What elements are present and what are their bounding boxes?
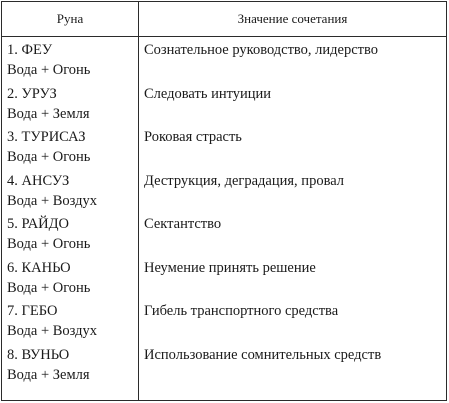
rune-elements: Вода + Огонь xyxy=(7,62,91,78)
table-row xyxy=(2,214,446,258)
rune-table xyxy=(1,1,447,401)
rune-elements: Вода + Земля xyxy=(7,366,90,383)
table-row xyxy=(2,301,446,345)
rune-name: 6. КАНЬО xyxy=(7,259,71,276)
table-body xyxy=(2,40,446,388)
rune-cell xyxy=(7,258,135,298)
rune-elements: Вода + Огонь xyxy=(7,149,91,165)
table-row xyxy=(2,40,446,84)
meaning-cell: Сектантство xyxy=(144,216,222,232)
rune-cell xyxy=(7,301,135,341)
rune-name: 1. ФЕУ xyxy=(7,42,53,58)
meaning-cell: Использование сомнительных средств xyxy=(144,346,382,363)
rune-elements: Вода + Огонь xyxy=(7,236,91,252)
meaning-cell: Неумение принять решение xyxy=(144,259,316,276)
rune-name: 2. УРУЗ xyxy=(7,85,57,102)
meaning-cell: Роковая страсть xyxy=(144,129,242,145)
rune-cell xyxy=(7,84,135,124)
rune-elements: Вода + Воздух xyxy=(7,192,98,209)
rune-elements: Вода + Земля xyxy=(7,105,90,122)
rune-name: 5. РАЙДО xyxy=(7,216,70,232)
table-row xyxy=(2,258,446,302)
meaning-cell: Сознательное руководство, лидерство xyxy=(144,42,379,58)
header-divider xyxy=(2,36,446,37)
rune-name: 8. ВУНЬО xyxy=(7,346,70,363)
rune-cell xyxy=(7,171,135,211)
table-row xyxy=(2,345,446,389)
rune-name: 3. ТУРИСАЗ xyxy=(7,129,86,145)
meaning-cell: Деструкция, деградация, провал xyxy=(144,172,345,189)
rune-cell xyxy=(7,40,135,80)
table-row xyxy=(2,171,446,215)
table-row xyxy=(2,84,446,128)
header-rune: Руна xyxy=(56,11,84,26)
rune-name: 7. ГЕБО xyxy=(7,303,58,319)
meaning-cell: Следовать интуиции xyxy=(144,85,272,102)
rune-cell xyxy=(7,214,135,254)
header-meaning: Значение сочетания xyxy=(237,11,348,26)
rune-elements: Вода + Воздух xyxy=(7,323,98,339)
table-row xyxy=(2,127,446,171)
rune-cell xyxy=(7,345,135,385)
rune-cell xyxy=(7,127,135,167)
meaning-cell: Гибель транспортного средства xyxy=(144,303,339,319)
rune-elements: Вода + Огонь xyxy=(7,279,91,296)
rune-name: 4. АНСУЗ xyxy=(7,172,70,189)
